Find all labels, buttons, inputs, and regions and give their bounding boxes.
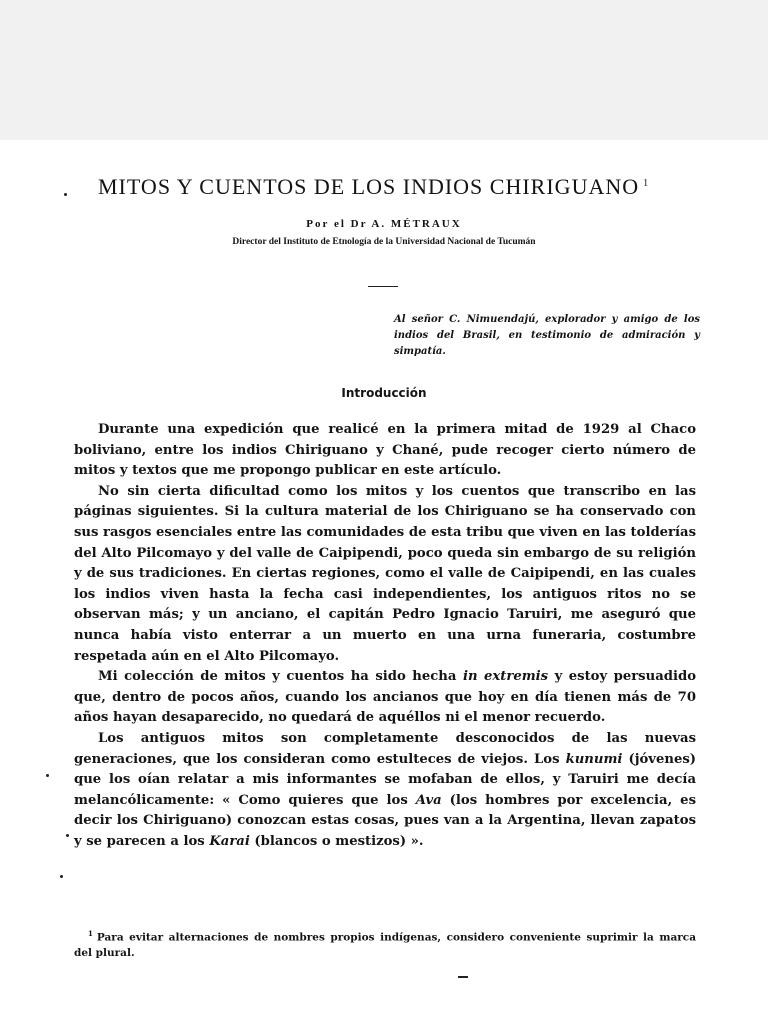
scan-top-margin xyxy=(0,0,768,140)
author-line: Por el Dr A. MÉTRAUX xyxy=(306,218,462,230)
footnote-text: Para evitar alternaciones de nombres propios indígenas, considero conveniente suprimir la marca del plural. xyxy=(74,931,696,959)
paragraph-text: (jóvenes) que los oían relatar a mis informantes se mofaban de ellos, y Taruiri me decía melancólicamente: « Como quieres que los xyxy=(74,751,696,808)
italic-term: Karai xyxy=(209,833,250,849)
paragraph-text: Mi colección de mitos y cuentos ha sido hecha xyxy=(98,669,463,685)
italic-term: in extremis xyxy=(462,669,549,685)
body-paragraph xyxy=(74,667,696,729)
body-paragraph xyxy=(74,420,696,482)
paragraph-text: No sin cierta dificultad como los mitos y los cuentos que transcribo en las páginas siguientes. Si la cultura material de los Chiriguano se ha conservado con sus rasgos esenciales entre las comunidades de esta tribu que viven en las tolderías del Alto Pilcomayo y del valle de Caipipendi, poco queda sin embargo de su religión y de sus tradiciones. En ciertas regiones, como el valle de Caipipendi, en las cuales los indios viven hasta la fecha casi independientes, los antiguos ritos no se observan más; y un anciano, el capitán Pedro Ignacio Taruiri, me aseguró que nunca había visto enterrar a un muerto en una urna funeraria, costumbre respetada aún en el Alto Pilcomayo. xyxy=(74,483,696,664)
footnote xyxy=(74,926,696,961)
paragraph-text: Durante una expedición que realicé en la primera mitad de 1929 al Chaco boliviano, entre los indios Chiriguano y Chané, pude recoger cierto número de mitos y textos que me propongo publicar en este artículo. xyxy=(74,422,696,479)
paragraph-text: Los antiguos mitos son completamente desconocidos de las nuevas generaciones, que los consideran como estulteces de viejos. Los xyxy=(74,730,696,767)
italic-term: kunumi xyxy=(565,751,623,767)
article-title xyxy=(98,174,698,200)
article-page xyxy=(0,140,768,1024)
paragraph-text: (los hombres por excelencia, es decir los Chiriguano) conozcan estas cosas, pues van a la Argentina, llevan zapatos y se parecen a los xyxy=(74,792,696,849)
author-affiliation: Director del Instituto de Etnología de la Universidad Nacional de Tucumán xyxy=(232,237,536,247)
dedication: Al señor C. Nimuendajú, explorador y amigo de los indios del Brasil, en testimonio de admiración y simpatía. xyxy=(394,314,700,357)
scan-speck xyxy=(64,193,67,196)
section-heading: Introducción xyxy=(341,386,427,400)
title-separator-rule xyxy=(368,286,398,287)
scan-speck xyxy=(66,834,69,837)
scan-speck xyxy=(60,875,63,878)
body-paragraph xyxy=(74,482,696,667)
article-title-text: MITOS Y CUENTOS DE LOS INDIOS CHIRIGUANO xyxy=(98,174,640,199)
paragraph-text: y estoy persuadido que, dentro de pocos años, cuando los ancianos que hoy en día tienen más de 70 años hayan desaparecido, no quedará de aquéllos ni el menor recuerdo. xyxy=(74,669,696,726)
footnote-marker: 1 xyxy=(88,929,93,938)
italic-term: Ava xyxy=(415,792,442,808)
body-text xyxy=(74,420,696,852)
scan-speck xyxy=(46,774,49,777)
paragraph-text: (blancos o mestizos) ». xyxy=(249,833,424,849)
scan-mark xyxy=(458,976,468,978)
body-paragraph xyxy=(74,729,696,853)
title-footnote-marker: 1 xyxy=(643,177,650,189)
